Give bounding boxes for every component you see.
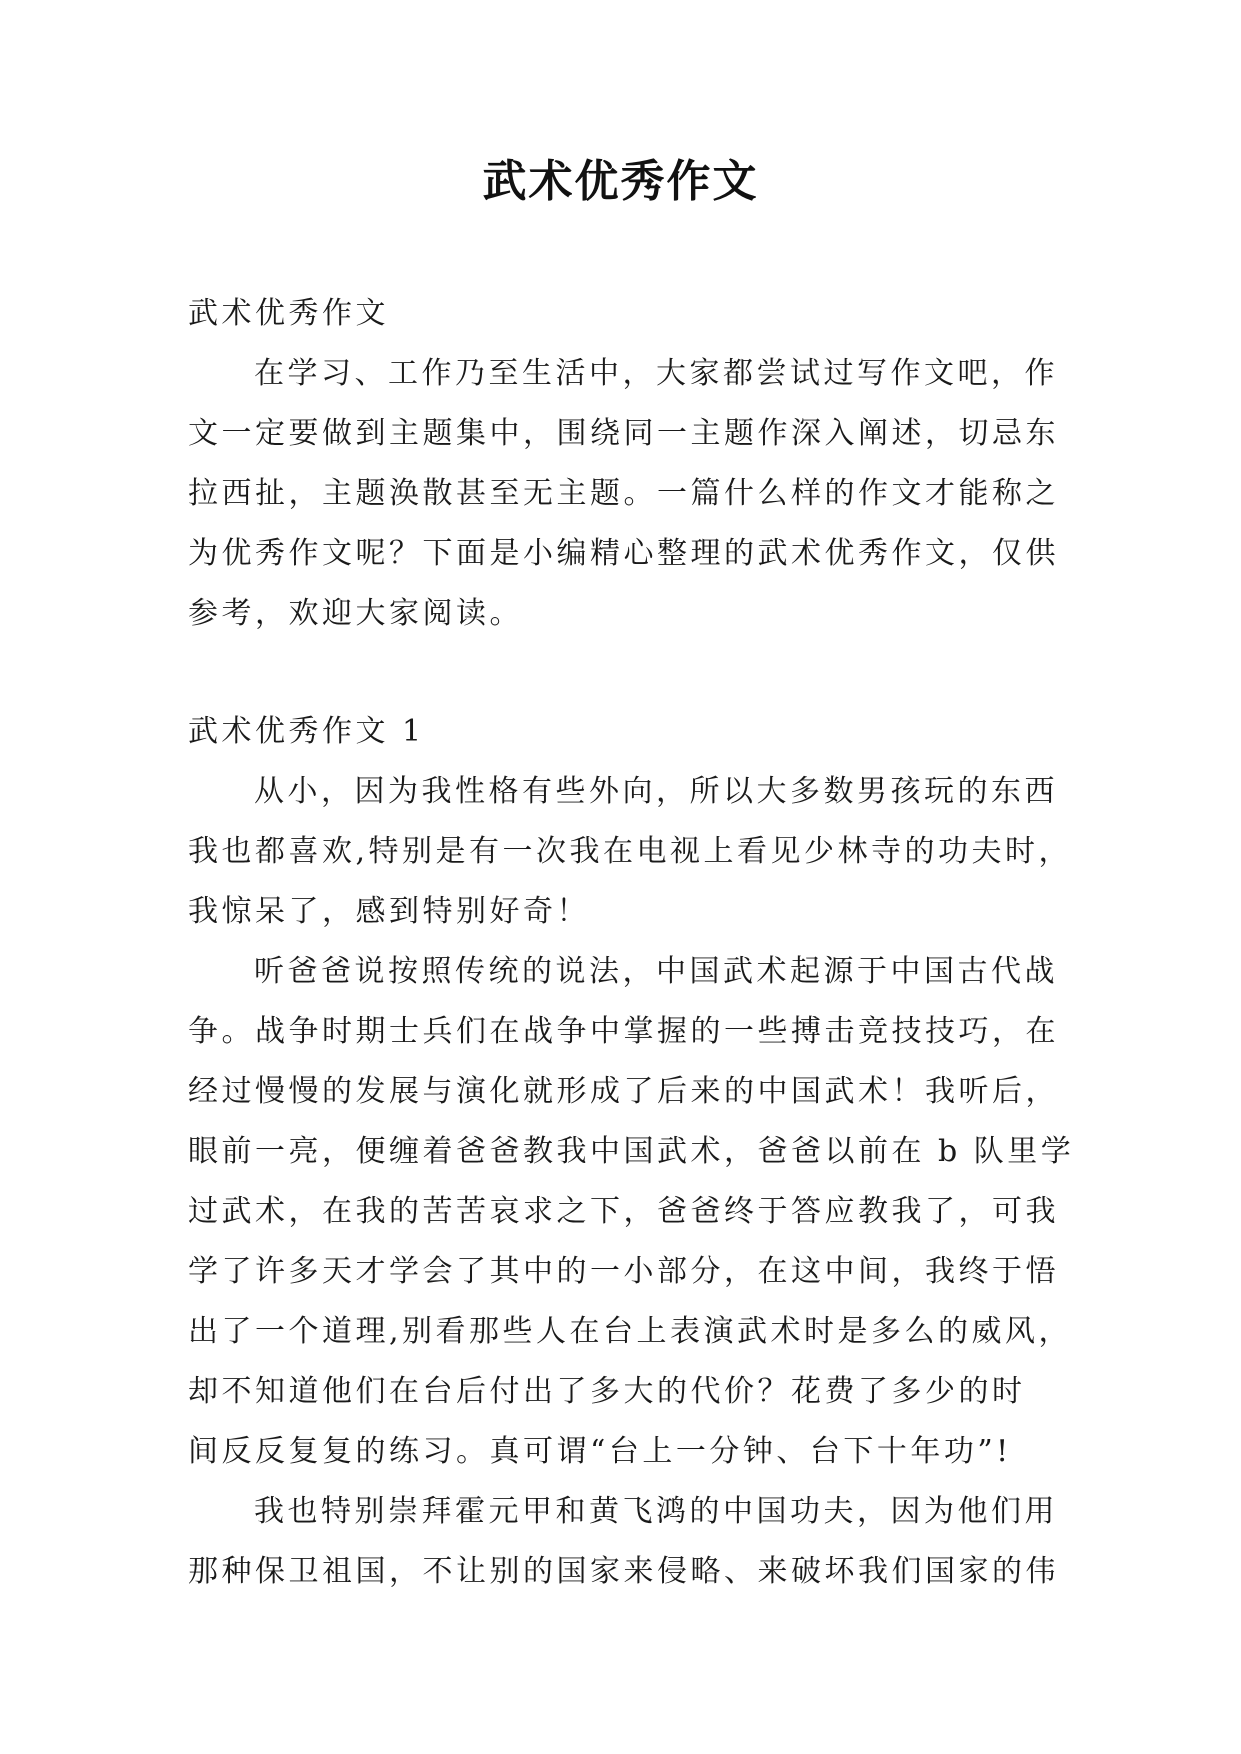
paragraph-gap — [188, 644, 1058, 702]
document-title: 武术优秀作文 — [482, 156, 759, 207]
paragraph-line: 那种保卫祖国，不让别的国家来侵略、来破坏我们国家的伟 — [188, 1554, 1059, 1589]
paragraph-line: 听爸爸说按照传统的说法，中国武术起源于中国古代战 — [254, 954, 1058, 989]
paragraph-line: 在学习、工作乃至生活中，大家都尝试过写作文吧，作 — [254, 356, 1058, 391]
paragraph-line: 我也都喜欢,特别是有一次我在电视上看见少林寺的功夫时， — [188, 834, 1073, 869]
paragraph-line: 我惊呆了，感到特别好奇！ — [188, 894, 590, 929]
paragraph-3 — [188, 1482, 1058, 1602]
section-heading: 武术优秀作文 1 — [188, 714, 425, 749]
paragraph-line: 拉西扯，主题涣散甚至无主题。一篇什么样的作文才能称之 — [188, 476, 1059, 511]
paragraph-line: 间反反复复的练习。真可谓“台上一分钟、台下十年功”! — [188, 1434, 1012, 1469]
paragraph-line: 过武术，在我的苦苦哀求之下，爸爸终于答应教我了，可我 — [188, 1194, 1059, 1229]
paragraph-line: 参考，欢迎大家阅读。 — [188, 596, 523, 631]
paragraph-line: 眼前一亮，便缠着爸爸教我中国武术，爸爸以前在 b 队里学 — [188, 1134, 1075, 1169]
paragraph-line: 我也特别崇拜霍元甲和黄飞鸿的中国功夫，因为他们用 — [254, 1494, 1058, 1529]
paragraph-line: 出了一个道理,别看那些人在台上表演武术时是多么的威风， — [188, 1314, 1073, 1349]
paragraph-line: 为优秀作文呢？下面是小编精心整理的武术优秀作文，仅供 — [188, 536, 1059, 571]
paragraph-2 — [188, 942, 1075, 1482]
paragraph-line: 却不知道他们在台后付出了多大的代价？花费了多少的时 — [188, 1374, 1026, 1409]
paragraph-line: 学了许多天才学会了其中的一小部分，在这中间，我终于悟 — [188, 1254, 1059, 1289]
document-subtitle: 武术优秀作文 — [188, 296, 389, 331]
paragraph-line: 经过慢慢的发展与演化就形成了后来的中国武术！我听后， — [188, 1074, 1059, 1109]
paragraph-line: 从小，因为我性格有些外向，所以大多数男孩玩的东西 — [254, 774, 1058, 809]
paragraph-1 — [188, 762, 1073, 942]
document-body — [188, 284, 1075, 1602]
paragraph-line: 争。战争时期士兵们在战争中掌握的一些搏击竞技技巧，在 — [188, 1014, 1059, 1049]
intro-paragraph — [188, 344, 1058, 644]
paragraph-line: 文一定要做到主题集中，围绕同一主题作深入阐述，切忌东 — [188, 416, 1059, 451]
